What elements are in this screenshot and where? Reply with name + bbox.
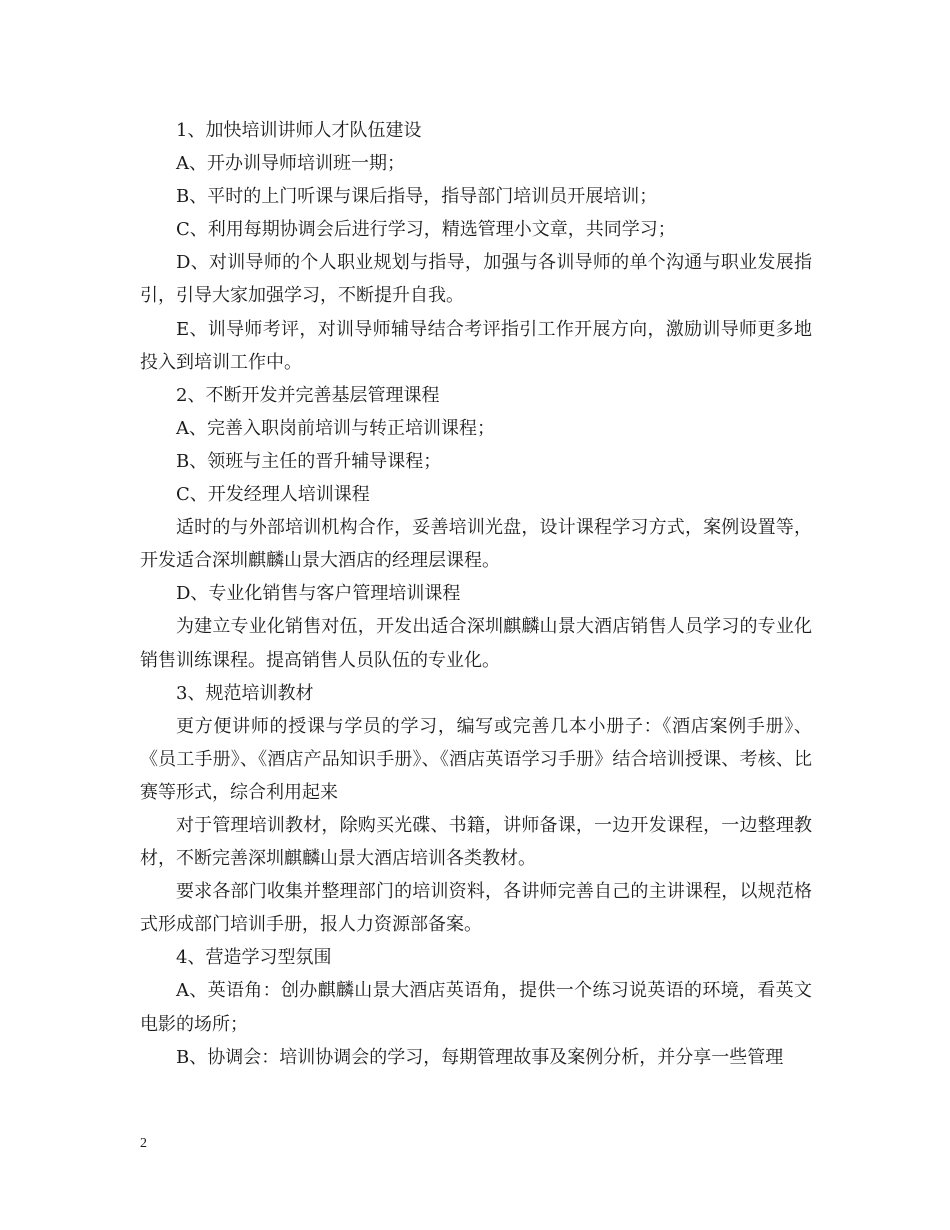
paragraph-body: 适时的与外部培训机构合作，妥善培训光盘，设计课程学习方式，案例设置等，开发适合深圳麒麟山景大酒店的经理层课程。 — [140, 517, 812, 572]
paragraph-body: 为建立专业化销售对伍，开发出适合深圳麒麟山景大酒店销售人员学习的专业化销售训练课程。提高销售人员队伍的专业化。 — [140, 616, 812, 671]
heading-4-learning-atmosphere: 4、营造学习型氛围 — [176, 947, 332, 969]
paragraph-item-d: D、专业化销售与客户管理培训课程 — [176, 583, 461, 605]
paragraph-item-a: A、开办训导师培训班一期； — [176, 153, 405, 175]
paragraph-item-b: B、领班与主任的晋升辅导课程； — [176, 450, 442, 472]
paragraph-item-d: D、对训导师的个人职业规划与指导，加强与各训导师的单个沟通与职业发展指引，引导大家加强学习，不断提升自我。 — [140, 252, 812, 307]
heading-1-training-instructors: 1、加快培训讲师人才队伍建设 — [176, 120, 422, 141]
paragraph-item-c: C、利用每期协调会后进行学习，精选管理小文章，共同学习； — [176, 219, 676, 241]
paragraph-item-a: A、完善入职岗前培训与转正培训课程； — [176, 417, 495, 439]
paragraph-item-c: C、开发经理人培训课程 — [176, 484, 370, 506]
paragraph-body: 更方便讲师的授课与学员的学习，编写或完善几本小册子：《酒店案例手册》、《员工手册》、《酒店产品知识手册》、《酒店英语学习手册》结合培训授课、考核、比赛等形式，综合利用起来 — [140, 715, 812, 803]
paragraph-item-a: A、英语角：创办麒麟山景大酒店英语角，提供一个练习说英语的环境，看英文电影的场所； — [140, 980, 812, 1035]
paragraph-item-b: B、协调会：培训协调会的学习，每期管理故事及案例分析，并分享一些管理 — [176, 1046, 784, 1068]
document-body — [140, 114, 812, 1074]
heading-2-management-courses: 2、不断开发并完善基层管理课程 — [176, 384, 440, 406]
page-number: 2 — [140, 1136, 147, 1151]
paragraph-item-e: E、训导师考评，对训导师辅导结合考评指引工作开展方向，激励训导师更多地投入到培训工作中。 — [140, 318, 812, 373]
paragraph-body: 对于管理培训教材，除购买光碟、书籍，讲师备课，一边开发课程，一边整理教材，不断完善深圳麒麟山景大酒店培训各类教材。 — [140, 814, 812, 870]
paragraph-body: 要求各部门收集并整理部门的培训资料，各讲师完善自己的主讲课程，以规范格式形成部门培训手册，报人力资源部备案。 — [140, 881, 812, 936]
heading-3-training-materials: 3、规范培训教材 — [176, 682, 314, 704]
paragraph-item-b: B、平时的上门听课与课后指导，指导部门培训员开展培训； — [176, 186, 658, 208]
